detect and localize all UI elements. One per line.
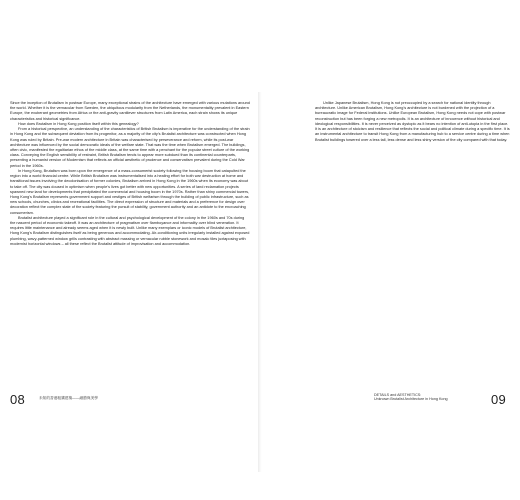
right-page xyxy=(262,92,520,472)
running-head-right xyxy=(374,393,448,402)
left-page xyxy=(0,92,258,472)
paragraph: Since the inception of Brutalism in postwar Europe, many exceptional strains of the architecture have emerged with various mutations around the world. Whether it is the vernacular from Sweden, the ubiquitous modularity from the Netherlands, the monumentality prevalent in Eastern Europe, the exuberant geometries from Africa or the anti-gravity cantilever structures from Latin America, each strain shows its unique characteristics and historical significance. xyxy=(10,101,250,121)
page-number-right: 09 xyxy=(490,392,506,407)
right-body-text xyxy=(315,101,511,143)
paragraph: Unlike Japanese Brutalism, Hong Kong is not preoccupied by a search for national identity through architecture. Unlike American Brutalism, Hong Kong’s architecture is not burdened with the projection of a bureaucratic image for Federal institutions. Unlike European Brutalism, Hong Kong needs not cope with postwar reconstruction but has been forging a new metropolis. It is an architecture of innocence without historical and ideological responsibilities. It is never perceived as dystopic as it bears no intention of anti-utopia in the first place. It is an architecture of stoicism and resilience that reflects the social and political climate during a specific time. It is an instrumental architecture to transit Hong Kong from a manufacturing hub to a service centre during a time when Brutalist buildings towered over a less tall, less dense and less shiny version of the city compared with that today. xyxy=(315,101,510,142)
running-head-line: Unknown Brutalist Architecture in Hong Kong xyxy=(374,397,448,402)
running-head-left: 未知的香港粗獷建築——細節與美學 xyxy=(39,396,98,400)
paragraph: From a historical perspective, an understanding of the characteristics of British Brutalism is imperative for the understanding of the strain in Hong Kong and the subsequent deviation from its progenitor, as a majority of the city’s Brutalist architecture was constructed when Hong Kong was ruled by Britain. Pre-war modern architecture in Britain was characterised by perseverance and reform, while its post-war architecture was influenced by the social democratic ideals of the welfare state. That was the time when Brutalism emerged. The buildings, often civic, manifested the egalitarian ethos of the middle class, at the same time with a penchant for the popular street culture of the working class. Conveying the English sensibility of restraint, British Brutalism tends to appear more subdued than its continental counterparts, presenting a humanist version of Modernism that reflects an official aesthetic of prudence and conservatism prevalent during the Cold War period in the 1960s. xyxy=(10,127,250,168)
left-body-text xyxy=(10,101,250,247)
paragraph: In Hong Kong, Brutalism was born upon the emergence of a mass-consumerist society following the housing boom that catapulted the region into a world financial centre. While British Brutalism was instrumentalised into a healing effort for both war destruction at home and transitional issues involving the decolonisation of former colonies, Brutalism arrived in Hong Kong in the 1960s when its economy was about to take off. The city was doused in optimism when people’s lives got better with new opportunities. A series of land reclamation projects spawned new land for developments that precipitated the commercial and housing boom in the 1970s. Rather than shiny commercial towers, Hong Kong’s Brutalism represents government support and vestiges of British welfarism through the building of public infrastructure, such as new schools, churches, clinics and recreational facilities. The direct expression of structure and materials and a preference for design over decoration reflect the complex state of the society featuring the pursuit of stability, government authority and an antidote to the encroaching consumerism. xyxy=(10,168,250,215)
running-head-line: DETAILS and AESTHETICS: xyxy=(374,393,422,397)
paragraph: Brutalist architecture played a significant role in the cultural and psychological development of the colony in the 1960s and 70s during the nascent period of economic takeoff. It was an architecture of pragmatism over flamboyance and informality over blind veneration. It requires little maintenance and already seems aged when it is newly built. Unlike many exemplars or iconic models of Brutalist architecture, Hong Kong’s Brutalism distinguishes itself as being generous and accommodating. Air-conditioning units irregularly installed against exposed plumbing, wavy-patterned window grills contrasting with abstract massing or vernacular rubble stonework and mosaic tiles juxtaposing with modernist horizontal windows – all these reflect the Brutalist attitude of improvisation and accommodation. xyxy=(10,215,250,246)
paragraph: How does Brutalism in Hong Kong position itself within this genealogy? xyxy=(18,121,139,126)
page-number-left: 08 xyxy=(10,392,26,407)
